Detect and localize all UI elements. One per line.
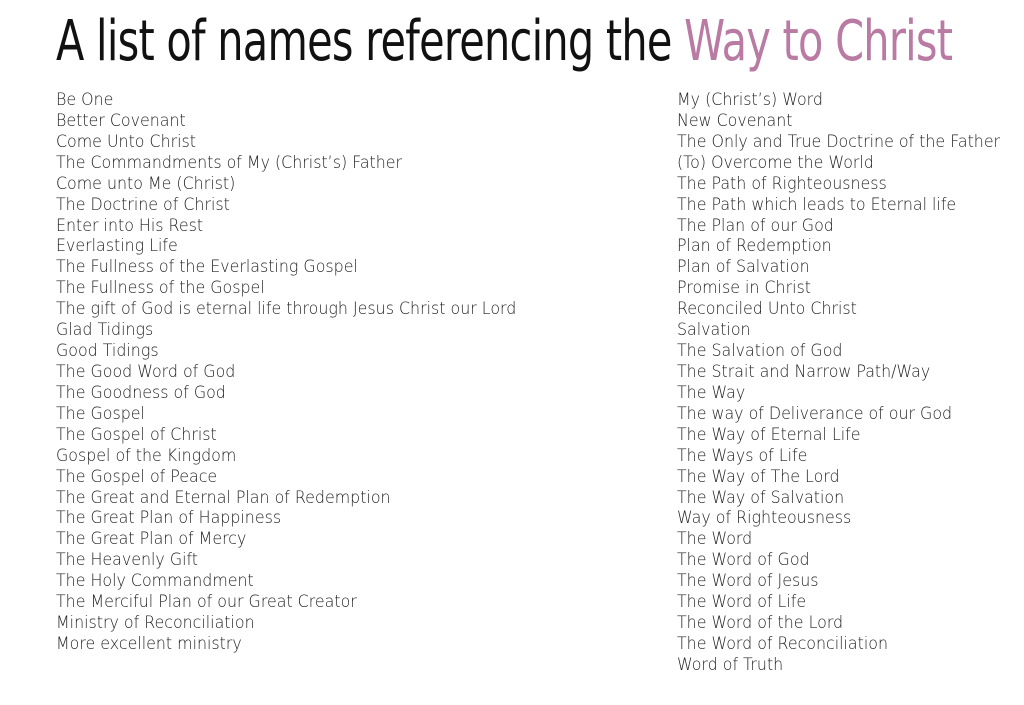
list-item: The Great and Eternal Plan of Redemption [56,487,391,507]
list-item: The Way of Eternal Life [677,424,861,444]
list-item: More excellent ministry [56,633,242,653]
list-item: Gospel of the Kingdom [56,445,237,465]
list-item: Enter into His Rest [56,215,204,235]
list-item: The Word of Reconciliation [677,633,888,653]
list-item: The gift of God is eternal life through Jesus Christ our Lord [56,299,517,319]
list-item: Reconciled Unto Christ [677,299,857,319]
list-item: Word of Truth [677,654,784,674]
list-item: The Path of Righteousness [677,173,887,193]
list-item: The Gospel of Christ [56,424,217,444]
list-item: Ministry of Reconciliation [56,613,255,633]
list-item: Salvation [677,320,751,340]
list-item: The Holy Commandment [56,571,254,591]
title-prefix: A list of names referencing the [56,9,685,74]
list-item: Better Covenant [56,110,186,130]
list-item: Way of Righteousness [677,508,852,528]
title-accent: Way to Christ [684,9,953,74]
right-name-list [677,90,1014,676]
list-item: The Great Plan of Happiness [56,508,282,528]
list-item: The Gospel [56,403,145,423]
list-item: Be One [56,90,114,109]
list-item: My (Christ’s) Word [677,90,823,109]
list-item: The Great Plan of Mercy [56,529,247,549]
list-item: The Path which leads to Eternal life [677,194,957,214]
list-item: The Word of Life [677,592,807,612]
list-item: The Word [677,529,753,549]
list-item: The Ways of Life [677,445,808,465]
list-item: Good Tidings [56,341,159,361]
left-name-list [56,90,535,655]
list-item: Promise in Christ [677,278,811,298]
list-item: The Fullness of the Everlasting Gospel [56,257,358,277]
list-item: Plan of Redemption [677,236,832,256]
list-item: The Word of God [677,550,810,570]
list-item: The Only and True Doctrine of the Father [677,131,1001,151]
list-item: The Fullness of the Gospel [56,278,265,298]
list-item: Come Unto Christ [56,131,197,151]
list-item: The Way [677,382,746,402]
list-item: The Way of Salvation [677,487,845,507]
page-title [56,8,952,76]
list-item: New Covenant [677,110,793,130]
list-item: The Gospel of Peace [56,466,218,486]
list-item: (To) Overcome the World [677,152,874,172]
list-item: The Word of Jesus [677,571,819,591]
list-item: The Goodness of God [56,382,226,402]
list-item: The Strait and Narrow Path/Way [677,361,931,381]
list-item: The Salvation of God [677,341,843,361]
list-item: The Doctrine of Christ [56,194,230,214]
list-item: The way of Deliverance of our God [677,403,953,423]
list-item: The Good Word of God [56,361,236,381]
list-item: The Commandments of My (Christ’s) Father [56,152,403,172]
list-item: The Heavenly Gift [56,550,199,570]
list-item: Glad Tidings [56,320,154,340]
list-item: Plan of Salvation [677,257,810,277]
list-item: The Word of the Lord [677,613,844,633]
list-item: Everlasting Life [56,236,178,256]
list-item: Come unto Me (Christ) [56,173,236,193]
list-item: The Plan of our God [677,215,834,235]
list-item: The Merciful Plan of our Great Creator [56,592,357,612]
list-item: The Way of The Lord [677,466,840,486]
